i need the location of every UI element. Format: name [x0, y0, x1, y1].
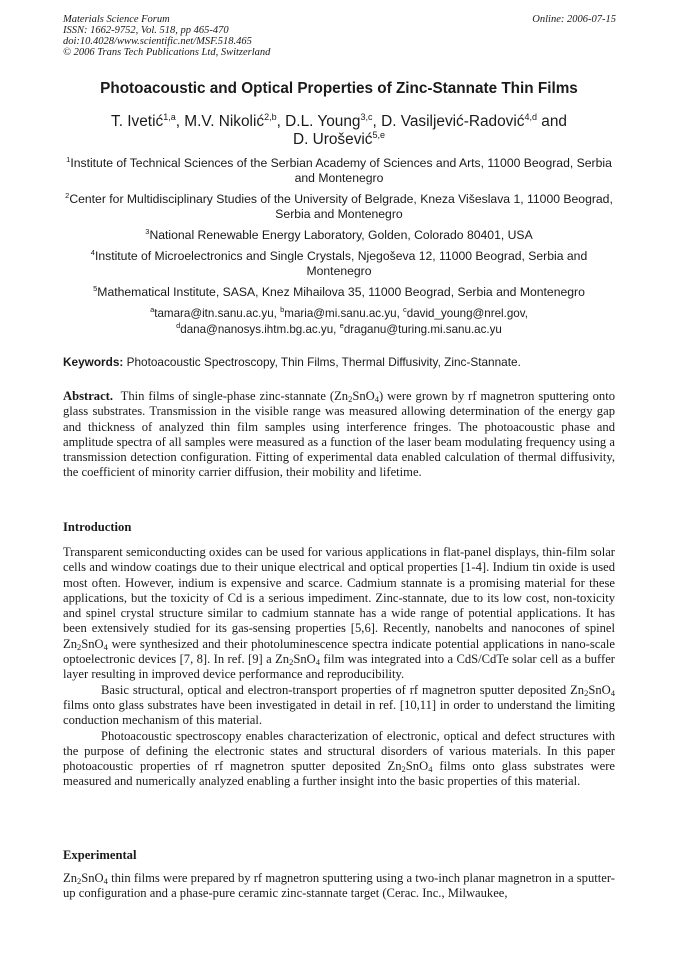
issn: ISSN: 1662-9752, Vol. 518, pp 465-470 [63, 25, 229, 36]
paragraph-text: Basic structural, optical and electron-transport properties of rf magnetron sputter deposited Zn [101, 682, 585, 697]
affiliation-text: Institute of Technical Sciences of the Serbian Academy of Sciences and Arts, 11000 Beograd, Serbia and Montenegro [70, 156, 612, 185]
subscript: 4 [374, 394, 379, 404]
paragraph [63, 545, 615, 683]
abstract [63, 389, 615, 481]
email-sup: a [150, 305, 155, 315]
author-name: D.L. Young [285, 113, 361, 130]
paragraph-text: film was integrated into a CdS/CdTe solar cell as a buffer layer resulting in improved device performance and reproducibility. [63, 652, 615, 682]
journal-name: Materials Science Forum [63, 14, 170, 25]
affiliation-item [63, 249, 615, 279]
subscript: 2 [77, 641, 82, 652]
affiliation-item [63, 156, 615, 186]
author-sup: 1,a [163, 111, 176, 122]
email-link[interactable]: dana@nanosys.ihtm.bg.ac.yu, [180, 323, 337, 336]
section-heading-introduction: Introduction [63, 520, 132, 534]
author-sup: 5,e [372, 129, 386, 140]
abstract-text: ) were grown by rf magnetron sputtering onto glass substrates. Transmission in the visible range was measured allowing determination of the energy gap and thickness of analyzed thin film samples using interference fringes. The photoacoustic phase and amplitude spectra of all samples were measured as a function of the laser beam modulating frequency using a transmission detection configuration. Fitting of experimental data enabled calculation of thermal diffusivity, the coefficient of minority carrier diffusion, their mobility and lifetime. [63, 389, 615, 480]
journal-header [63, 14, 270, 58]
affiliation-sup: 1 [66, 154, 71, 164]
paragraph-text: SnO [588, 682, 611, 697]
subscript: 4 [315, 657, 320, 668]
subscript: 4 [103, 641, 108, 652]
paragraph-text: SnO [293, 652, 316, 667]
email-link[interactable]: maria@mi.sanu.ac.yu, [284, 307, 400, 320]
abstract-label: Abstract. [63, 389, 114, 403]
keywords-label: Keywords: [63, 355, 124, 369]
abstract-text: Thin films of single-phase zinc-stannate (Zn [120, 389, 349, 403]
affiliation-text: Institute of Microelectronics and Single Crystals, Njegoševa 12, 11000 Beograd, Serbia and Montenegro [94, 249, 588, 278]
email-link[interactable]: draganu@turing.mi.sanu.ac.yu [343, 323, 502, 336]
affiliation-text: Center for Multidisciplinary Studies of the University of Belgrade, Kneza Višeslava 1, 11000 Beograd, Serbia and Montenegro [69, 192, 613, 221]
affiliation-item [63, 192, 615, 222]
affiliation-sup: 5 [93, 283, 98, 293]
subscript: 2 [77, 876, 82, 886]
author-sup: 4,d [524, 111, 537, 122]
author-sup: 2,b [264, 111, 277, 122]
affiliation-sup: 4 [90, 247, 95, 257]
paragraph-text: SnO [81, 636, 104, 651]
doi: doi:10.4028/www.scientific.net/MSF.518.465 [63, 36, 252, 47]
author-list: T. Ivetić$^{1,a}$, M.V. Nikolić$^{2,b}$, D.L. Young$^{3,c}$, D. Vasiljević-Radović$^{4,d}$ and D. Urošević$^{5,e}$ [111, 111, 567, 148]
subscript: 2 [584, 687, 589, 698]
author-name: T. Ivetić [111, 113, 164, 130]
paragraph [63, 683, 615, 729]
email-list [63, 306, 615, 338]
subscript: 4 [103, 876, 108, 886]
subscript: 4 [610, 687, 615, 698]
paragraph-text: SnO [405, 759, 429, 774]
subscript: 2 [401, 764, 406, 775]
affiliation-text: National Renewable Energy Laboratory, Golden, Colorado 80401, USA [149, 228, 533, 242]
subscript: 2 [289, 657, 294, 668]
paragraph-text: Zn [63, 871, 77, 885]
affiliation-item [63, 285, 615, 300]
paragraph [63, 729, 615, 790]
author-name: D. Vasiljević-Radović [381, 113, 525, 130]
email-sup: d [176, 321, 181, 331]
email-sup: e [339, 321, 344, 331]
author-conjunction: and [541, 113, 567, 130]
affiliation-sup: 3 [145, 226, 150, 236]
experimental-body [63, 871, 615, 902]
abstract-text: SnO [352, 389, 375, 403]
keywords [63, 355, 615, 369]
email-link[interactable]: david_young@nrel.gov, [406, 307, 528, 320]
paragraph-text: films onto glass substrates were measured and numerically analyzed enabling a further insight into the basic properties of this material. [63, 759, 616, 789]
email-link[interactable]: tamara@itn.sanu.ac.yu, [154, 307, 277, 320]
paragraph-text: thin films were prepared by rf magnetron sputtering using a two-inch planar magnetron in a sputter-up configuration and a phase-pure ceramic zinc-stannate target (Cerac. Inc., Milwaukee, [63, 871, 615, 901]
paragraph [63, 871, 615, 902]
author-name: M.V. Nikolić [184, 113, 265, 130]
affiliation-sup: 2 [65, 190, 70, 200]
introduction-body [63, 545, 615, 790]
author-sup: 3,c [360, 111, 373, 122]
affiliation-text: Mathematical Institute, SASA, Knez Mihailova 35, 11000 Beograd, Serbia and Montenegro [97, 285, 585, 299]
paragraph-text: SnO [81, 871, 104, 885]
section-heading-experimental: Experimental [63, 848, 137, 862]
email-sup: b [280, 305, 285, 315]
copyright: © 2006 Trans Tech Publications Ltd, Switzerland [63, 47, 271, 58]
subscript: 2 [348, 394, 353, 404]
keywords-text: Photoacoustic Spectroscopy, Thin Films, Thermal Diffusivity, Zinc-Stannate. [126, 355, 521, 369]
paper-title: Photoacoustic and Optical Properties of Zinc-Stannate Thin Films [100, 80, 578, 97]
online-date: Online: 2006-07-15 [532, 14, 616, 25]
author-name: D. Urošević [292, 131, 373, 148]
paragraph-text: films onto glass substrates have been investigated in detail in ref. [10,11] in order to understand the limiting conduction mechanism of this material. [63, 697, 615, 728]
affiliations [63, 156, 615, 338]
affiliation-item [63, 228, 615, 243]
subscript: 4 [428, 764, 433, 775]
paragraph-text: Transparent semiconducting oxides can be used for various applications in flat-panel displays, thin-film solar cells and window coatings due to their unique electrical and optical properties [1-4]. Indium tin oxide is used most often. However, indium is expensive and scarce. Cadmium stannate is a promising material for these applications, but the toxicity of Cd is a serious impediment. Zinc-stannate, due to its low cost, non-toxicity and spinel crystal structure similar to cadmium stannate has a wide range of potential applications. It has been extensively studied for its gas-sensing properties [5,6]. Recently, nanobelts and nanocones of spinel Zn [63, 545, 615, 651]
paragraph-text: were synthesized and their photoluminescence spectra indicate potential applications in nano-scale optoelectronic devices [7, 8]. In ref. [9] a Zn [63, 636, 615, 667]
paragraph-text: Photoacoustic spectroscopy enables characterization of electronic, optical and defect structures with the purpose of defining the electronic states and structural disorders of various materials. In this paper photoacoustic properties of rf magnetron sputter deposited Zn [63, 728, 615, 774]
email-sup: c [403, 305, 407, 315]
